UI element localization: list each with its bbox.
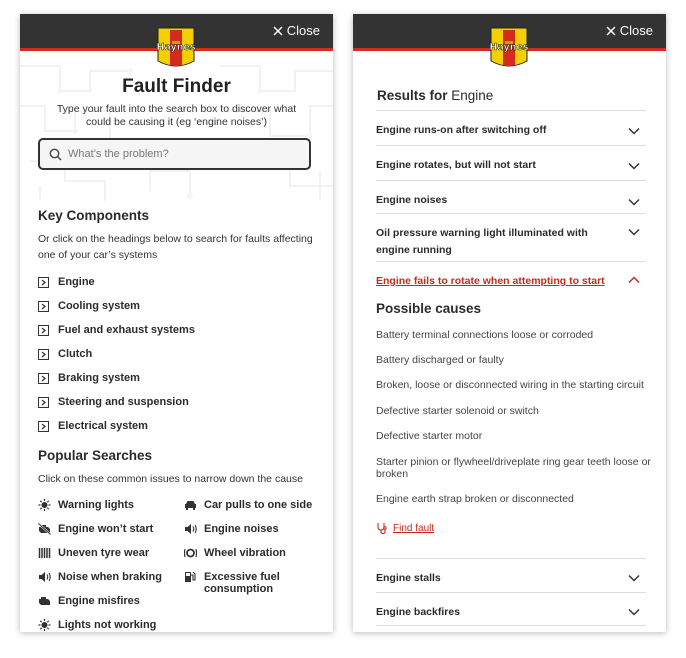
component-label: Cooling system: [58, 300, 140, 312]
popular-item-lights-not-working[interactable]: [38, 619, 162, 632]
search-icon: [49, 148, 62, 161]
svg-text:Haynes: Haynes: [156, 42, 196, 53]
popular-list-right: [184, 499, 333, 607]
close-icon: [273, 26, 283, 36]
popular-label: Warning lights: [58, 499, 134, 511]
tyre-tread-icon: [38, 547, 51, 559]
fault-item[interactable]: [376, 180, 646, 213]
chevron-down-icon: [628, 198, 640, 206]
fault-results-panel: [353, 14, 666, 632]
popular-label: Car pulls to one side: [204, 499, 313, 511]
popular-list-left: [38, 499, 162, 632]
popular-label: Noise when braking: [58, 571, 162, 583]
fault-item[interactable]: [376, 145, 646, 180]
chevron-right-icon: [38, 349, 49, 360]
engine-off-icon: [38, 523, 51, 535]
bulb-icon: [38, 619, 51, 631]
popular-item-engine-noises[interactable]: [184, 523, 333, 547]
popular-label: Excessive fuel consumption: [204, 571, 280, 595]
popular-item-warning-lights[interactable]: [38, 499, 162, 523]
component-label: Electrical system: [58, 420, 148, 432]
results-query: Engine: [451, 88, 494, 103]
popular-label: Engine won’t start: [58, 523, 154, 535]
component-item-cooling[interactable]: [38, 294, 195, 318]
fault-item[interactable]: [376, 592, 646, 626]
component-item-electrical[interactable]: [38, 414, 195, 438]
fault-label: Engine stalls: [376, 572, 441, 584]
chevron-down-icon: [628, 162, 640, 170]
component-item-steering[interactable]: [38, 390, 195, 414]
fault-label: Engine rotates, but will not start: [376, 159, 536, 171]
haynes-logo[interactable]: [155, 25, 197, 69]
chevron-down-icon: [628, 608, 640, 616]
component-label: Fuel and exhaust systems: [58, 324, 195, 336]
chevron-down-icon: [628, 574, 640, 582]
find-fault-label: Find fault: [393, 522, 435, 534]
cause-item: Battery terminal connections loose or corroded: [376, 329, 594, 341]
popular-searches-intro: Click on these common issues to narrow down the cause: [38, 473, 303, 485]
car-icon: [184, 499, 197, 511]
cause-item: Engine earth strap broken or disconnected: [376, 493, 574, 505]
fault-label: Engine noises: [376, 194, 448, 206]
chevron-right-icon: [38, 277, 49, 288]
haynes-logo[interactable]: [488, 25, 530, 69]
component-item-clutch[interactable]: [38, 342, 195, 366]
svg-text:Haynes: Haynes: [489, 42, 529, 53]
page-subtitle: Type your fault into the search box to discover what could be causing it (eg ‘engine noises’): [56, 103, 297, 128]
key-components-intro: Or click on the headings below to search for faults affecting one of your car’s systems: [38, 233, 313, 261]
popular-item-wheel-vibration[interactable]: [184, 547, 333, 571]
fault-label: Engine backfires: [376, 606, 461, 618]
results-heading: [377, 88, 493, 103]
page-title: Fault Finder: [122, 76, 231, 97]
search-input[interactable]: [68, 148, 288, 160]
fault-label: Engine fails to rotate when attempting to start: [376, 275, 605, 287]
fault-label: Oil pressure warning light illuminated with engine running: [376, 227, 588, 256]
fault-item-expanded[interactable]: [376, 261, 646, 295]
find-fault-link[interactable]: [376, 522, 434, 534]
close-button[interactable]: [273, 23, 320, 38]
popular-label: Engine noises: [204, 523, 279, 535]
chevron-down-icon: [628, 228, 640, 236]
popular-label: Engine misfires: [58, 595, 140, 607]
fuel-pump-icon: [184, 571, 197, 583]
fault-finder-panel: [20, 14, 333, 632]
fault-label: Engine runs-on after switching off: [376, 124, 547, 136]
engine-icon: [38, 595, 51, 607]
cause-item: Starter pinion or flywheel/driveplate ring gear teeth loose or broken: [376, 456, 651, 480]
popular-item-car-pulls[interactable]: [184, 499, 333, 523]
chevron-right-icon: [38, 301, 49, 312]
popular-item-noise-braking[interactable]: [38, 571, 162, 595]
chevron-up-icon: [628, 276, 640, 284]
popular-item-excessive-fuel[interactable]: [184, 571, 333, 607]
component-item-braking[interactable]: [38, 366, 195, 390]
chevron-right-icon: [38, 397, 49, 408]
fault-item[interactable]: [376, 558, 646, 592]
components-list: [38, 270, 195, 438]
popular-label: Wheel vibration: [204, 547, 286, 559]
popular-item-uneven-tyre-wear[interactable]: [38, 547, 162, 571]
close-button[interactable]: [606, 23, 653, 38]
warning-light-icon: [38, 499, 51, 511]
stethoscope-icon: [376, 522, 387, 534]
component-label: Steering and suspension: [58, 396, 189, 408]
component-label: Engine: [58, 276, 95, 288]
close-label: Close: [286, 23, 320, 38]
cause-item: Battery discharged or faulty: [376, 354, 504, 366]
chevron-down-icon: [628, 127, 640, 135]
component-label: Clutch: [58, 348, 93, 360]
component-item-fuel-exhaust[interactable]: [38, 318, 195, 342]
sound-icon: [184, 523, 197, 535]
close-label: Close: [619, 23, 653, 38]
possible-causes-heading: Possible causes: [376, 301, 482, 316]
wheel-vibration-icon: [184, 547, 197, 559]
sound-icon: [38, 571, 51, 583]
popular-label: Lights not working: [58, 619, 157, 631]
cause-item: Defective starter solenoid or switch: [376, 405, 539, 417]
cause-item: Broken, loose or disconnected wiring in the starting circuit: [376, 379, 644, 391]
component-label: Braking system: [58, 372, 140, 384]
chevron-right-icon: [38, 421, 49, 432]
popular-item-engine-wont-start[interactable]: [38, 523, 162, 547]
search-box[interactable]: [38, 138, 311, 170]
fault-item[interactable]: [376, 213, 646, 261]
popular-label: Uneven tyre wear: [58, 547, 150, 559]
chevron-right-icon: [38, 373, 49, 384]
fault-item[interactable]: [376, 110, 646, 145]
cause-item: Defective starter motor: [376, 430, 483, 442]
popular-item-engine-misfires[interactable]: [38, 595, 162, 619]
component-item-engine[interactable]: [38, 270, 195, 294]
key-components-heading: Key Components: [38, 208, 150, 223]
results-prefix: Results for: [377, 88, 448, 103]
chevron-right-icon: [38, 325, 49, 336]
popular-searches-heading: Popular Searches: [38, 448, 153, 463]
close-icon: [606, 26, 616, 36]
